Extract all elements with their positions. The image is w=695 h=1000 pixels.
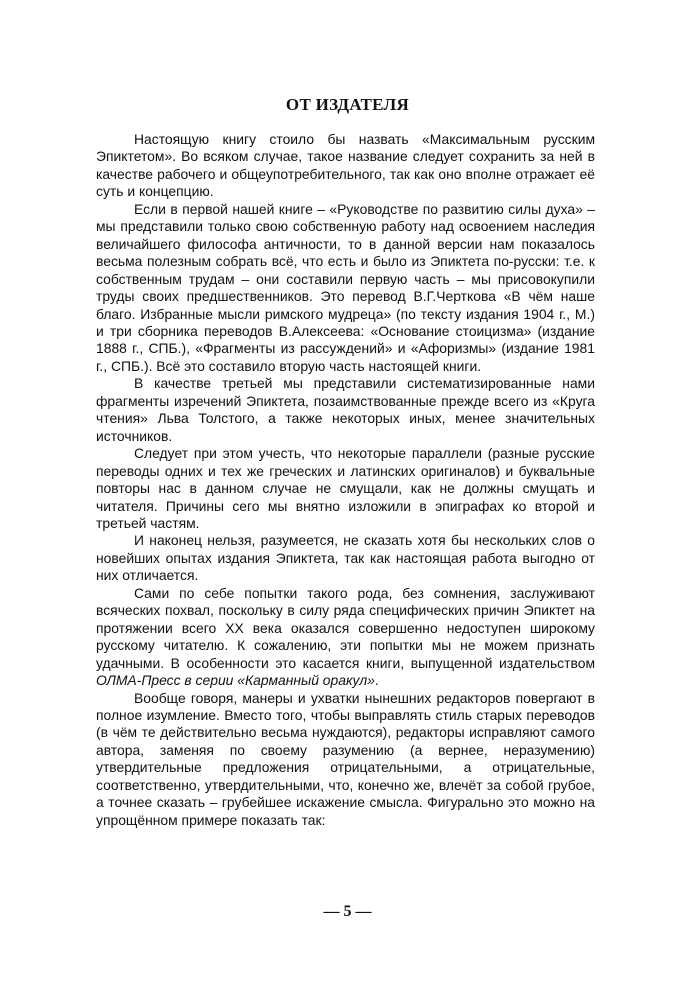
paragraph-3: В качестве третьей мы представили систематизированные нами фрагменты изречений Эпиктета, позаимствованные прежде всего из «Круга чтения» Льва Толстого, а также некоторых иных, менее значительных источников.	[96, 375, 595, 444]
body-text	[96, 131, 595, 829]
publisher-name: ОЛМА-Пресс в серии «Карманный оракул»	[96, 672, 375, 689]
paragraph-6-end: .	[374, 672, 379, 689]
paragraph-1: Настоящую книгу стоило бы назвать «Максимальным русским Эпиктетом». Во всяком случае, такое название следует сохранить за ней в качестве рабочего и общеупотребительного, так как оно вполне отражает её суть и концепцию.	[96, 131, 595, 200]
page-number: — 5 —	[323, 903, 372, 920]
paragraph-6-text: Сами по себе попытки такого рода, без сомнения, заслуживают всяческих похвал, поскольку в силу ряда специфических причин Эпиктет на протяжении всего XX века оказался совершенно недоступен широкому русскому читателю. К сожалению, эти попытки мы не можем признать удачными. В особенности это касается книги, выпущенной издательством	[96, 584, 595, 671]
page-title: ОТ ИЗДАТЕЛЯ	[285, 95, 410, 114]
paragraph-7: Вообще говоря, манеры и ухватки нынешних редакторов повергают в полное изумление. Вместо того, чтобы выправлять стиль старых переводов (в чём те действительно весьма нуждаются), редакторы исправляют самого автора, заменяя по своему разумению (а вернее, неразумению) утвердительные предложения отрицательными, а отрицательные, соответственно, утвердительными, что, конечно же, влечёт за собой грубое, а точнее сказать – грубейшее искажение смысла. Фигурально это можно на упрощённом примере показать так:	[96, 689, 595, 828]
paragraph-6	[96, 585, 595, 690]
paragraph-4: Следует при этом учесть, что некоторые параллели (разные русские переводы одних и тех же греческих и латинских оригиналов) и буквальные повторы нас в данном случае не смущали, как не должны смущать и читателя. Причины сего мы внятно изложили в эпиграфах ко второй и третьей частям.	[96, 445, 595, 531]
paragraph-5: И наконец нельзя, разумеется, не сказать хотя бы нескольких слов о новейших опытах издания Эпиктета, так как настоящая работа выгодно от них отличается.	[96, 532, 595, 584]
paragraph-2: Если в первой нашей книге – «Руководстве по развитию силы духа» – мы представили только свою собственную работу над освоением наследия величайшего философа античности, то в данной версии нам показалось весьма полезным собрать всё, что есть и было из Эпиктета по-русски: т.е. к собственным трудам – они составили первую часть – мы присовокупили труды своих предшественников. Это перевод В.Г.Черткова «В чём наше благо. Избранные мысли римского мудреца» (по тексту издания 1904 г., М.) и три сборника переводов В.Алексеева: «Основание стоицизма» (издание 1888 г., СПБ.), «Фрагменты из рассуждений» и «Афоризмы» (издание 1981 г., СПБ.). Всё это составило вторую часть настоящей книги.	[96, 200, 595, 374]
